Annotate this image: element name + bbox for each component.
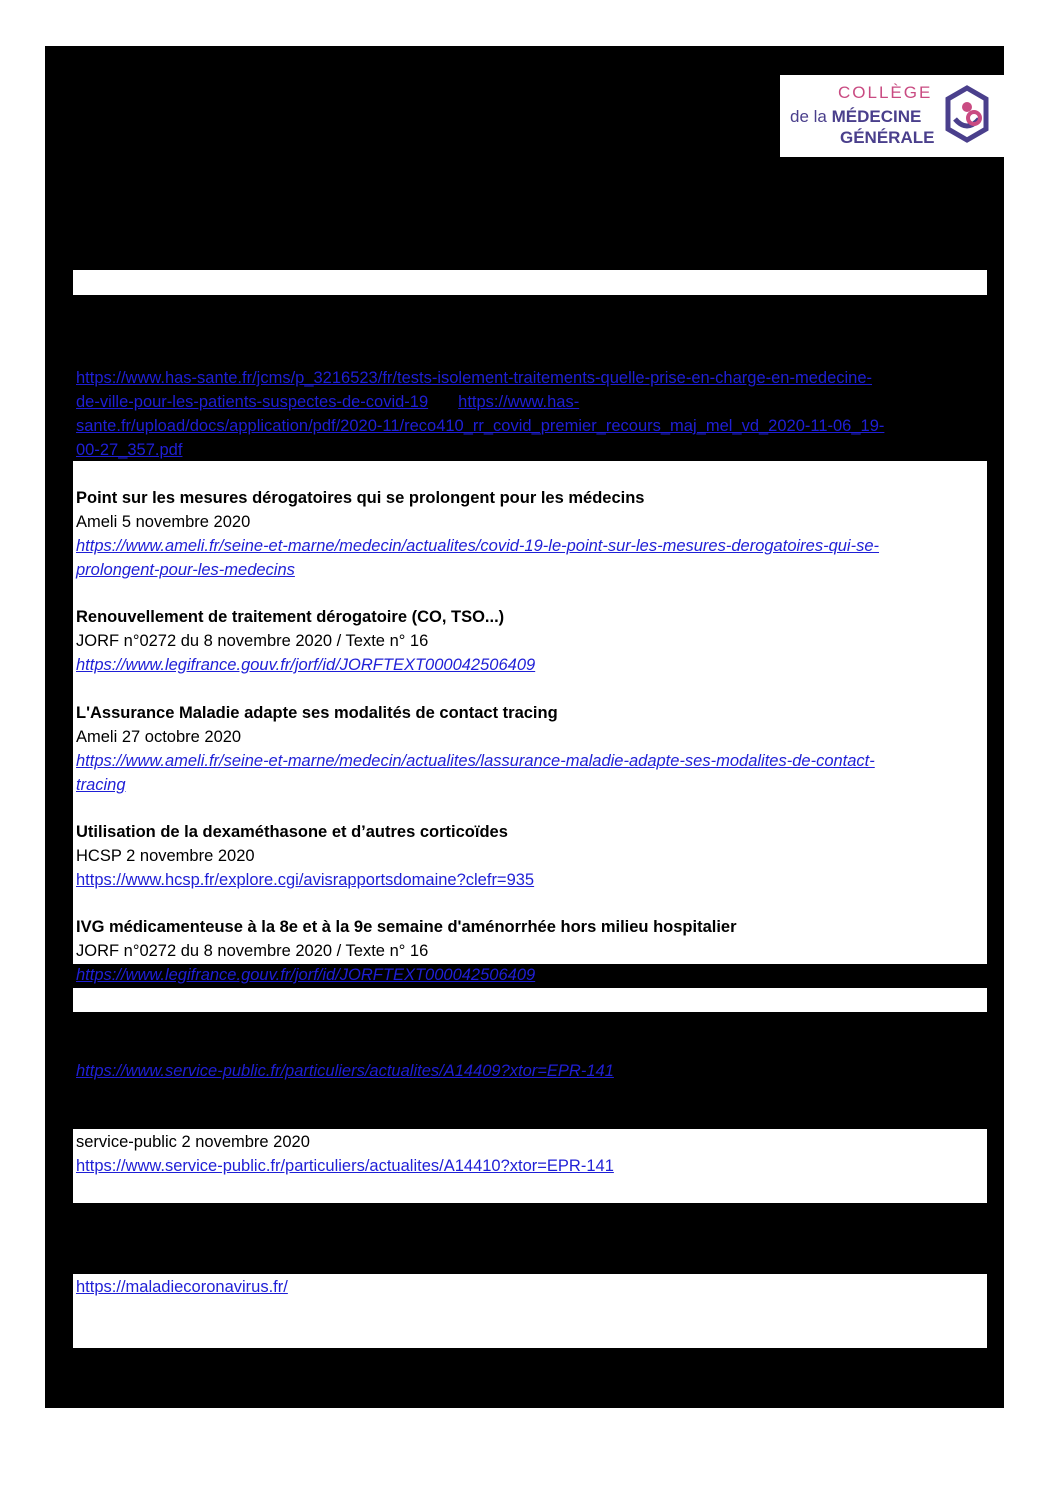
item-title: L'Assurance Maladie adapte ses modalités de contact tracing: [76, 704, 558, 722]
has-link-line1[interactable]: https://www.has-sante.fr/jcms/p_3216523/fr/tests-isolement-traitements-quelle-prise-en-charge-en-medecine-: [76, 369, 873, 387]
has-link-line2[interactable]: de-ville-pour-les-patients-suspectes-de-covid-19 https://www.has-: [76, 393, 580, 411]
item-link-cont[interactable]: prolongent-pour-les-medecins: [76, 561, 295, 579]
item-source: Ameli 5 novembre 2020: [76, 513, 251, 531]
item-title: Utilisation de la dexaméthasone et d’autres corticoïdes: [76, 823, 508, 841]
item-source: JORF n°0272 du 8 novembre 2020 / Texte n° 16: [76, 942, 429, 960]
college-logo: [780, 75, 1004, 157]
maladie-coronavirus-link[interactable]: https://maladiecoronavirus.fr/: [76, 1278, 288, 1296]
college-logo-icon: [944, 85, 990, 143]
logo-line3: GÉNÉRALE: [840, 128, 935, 147]
logo-line2: de la MÉDECINE: [790, 107, 922, 126]
item-link[interactable]: https://www.legifrance.gouv.fr/jorf/id/JORFTEXT000042506409: [76, 656, 536, 674]
item-title: IVG médicamenteuse à la 8e et à la 9e semaine d'aménorrhée hors milieu hospitalier: [76, 918, 737, 936]
item-title: Point sur les mesures dérogatoires qui se prolongent pour les médecins: [76, 489, 645, 507]
has-upload-link-start: https://www.has-: [458, 393, 580, 411]
has-link-line3[interactable]: sante.fr/upload/docs/application/pdf/2020-11/reco410_rr_covid_premier_recours_maj_mel_vd_2020-11-06_19-: [76, 417, 885, 435]
white-band-2: [73, 988, 987, 1012]
item-link[interactable]: https://www.ameli.fr/seine-et-marne/medecin/actualites/lassurance-maladie-adapte-ses-modalites-de-contact-: [76, 752, 875, 770]
item-link[interactable]: https://www.ameli.fr/seine-et-marne/medecin/actualites/covid-19-le-point-sur-les-mesures-derogatoires-qui-se-: [76, 537, 880, 555]
item-source: Ameli 27 octobre 2020: [76, 728, 242, 746]
has-link-line4[interactable]: 00-27_357.pdf: [76, 441, 183, 459]
service-public-source: service-public 2 novembre 2020: [76, 1133, 310, 1151]
logo-line1: COLLÈGE: [838, 83, 933, 102]
item-source: HCSP 2 novembre 2020: [76, 847, 255, 865]
service-public-link-1[interactable]: https://www.service-public.fr/particuliers/actualites/A14409?xtor=EPR-141: [76, 1062, 614, 1080]
white-band-1: [73, 270, 987, 295]
item-link[interactable]: https://www.legifrance.gouv.fr/jorf/id/JORFTEXT000042506409: [76, 966, 536, 984]
item-source: JORF n°0272 du 8 novembre 2020 / Texte n° 16: [76, 632, 429, 650]
service-public-link-2[interactable]: https://www.service-public.fr/particuliers/actualites/A14410?xtor=EPR-141: [76, 1157, 614, 1175]
item-link-cont[interactable]: tracing: [76, 776, 126, 794]
item-title: Renouvellement de traitement dérogatoire (CO, TSO...): [76, 608, 505, 626]
item-link[interactable]: https://www.hcsp.fr/explore.cgi/avisrapportsdomaine?clefr=935: [76, 871, 535, 889]
